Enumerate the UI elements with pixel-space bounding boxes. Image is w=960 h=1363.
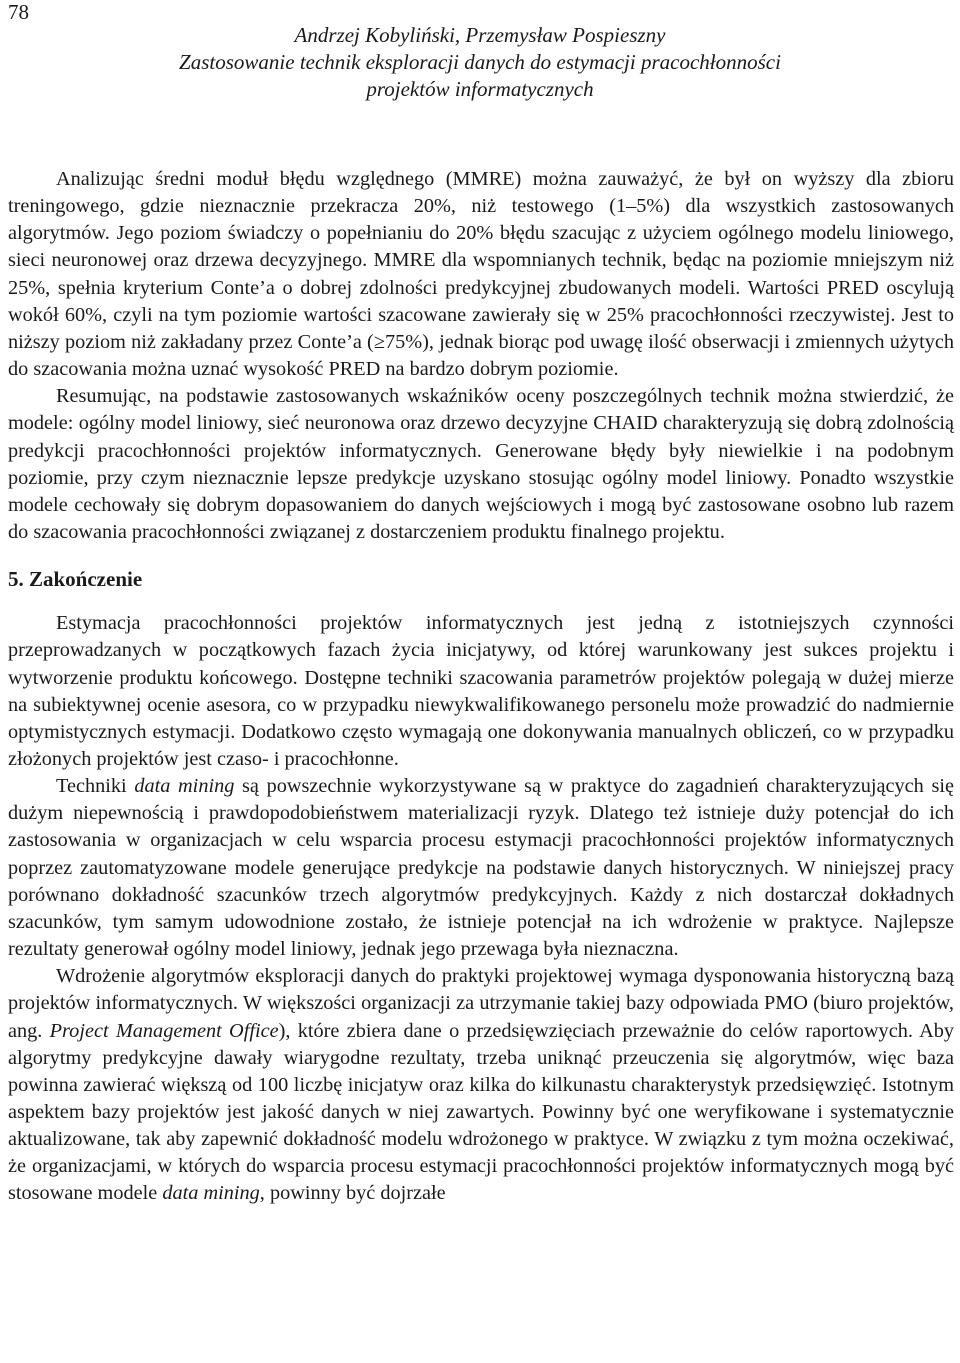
italic-term: data mining <box>162 1182 260 1205</box>
paragraph-summary: Resumując, na podstawie zastosowanych wskaźników oceny poszczególnych technik można stwierdzić, że modele: ogólny model liniowy, sieć neuronowa oraz drzewo decyzyjne CHAID charakteryzują się dobrą zdolnością predykcji pracochłonności projektów informatycznych. Generowane błędy były niewielkie i na podobnym poziomie, przy czym nieznacznie lepsze predykcje uzyskano stosując ogólny model liniowy. Ponadto wszystkie modele cechowały się dobrym dopasowaniem do danych wejściowych i mogą być zastosowane osobno lub razem do szacowania pracochłonności związanej z dostarczeniem produktu finalnego projektu. <box>8 385 954 544</box>
running-header <box>0 22 960 103</box>
section-heading-conclusion <box>8 566 954 593</box>
text-run: ), które zbiera dane o przedsięwzięciach przeważnie do celów raportowych. Aby algorytmy predykcyjne dawały wiarygodne rezultaty, trzeba uniknąć przeuczenia się algorytmów, więc baza powinna zawierać większą od 100 liczbę inicjatyw oraz kilka do kilkunastu charakterystyk przedsięwzięć. Istotnym aspektem bazy projektów jest jakość danych w niej zawartych. Powinny być one weryfikowane i systematycznie aktualizowane, tak aby zapewnić dokładność modelu wdrożonego w praktyce. W związku z tym można oczekiwać, że organizacjami, w których do wsparcia procesu estymacji pracochłonności projektów informatycznych mogą być stosowane modele <box>8 1019 954 1205</box>
paragraph-estimation: Estymacja pracochłonności projektów informatycznych jest jedną z istotniejszych czynności przeprowadzanych w początkowych fazach życia inicjatywy, od której warunkowany jest sukces projektu i wytworzenie produktu końcowego. Dostępne techniki szacowania parametrów projektów polegają w dużej mierze na subiektywnej ocenie asesora, co w przypadku niewykwalifikowanego personelu może prowadzić do nadmiernie optymistycznych estymacji. Dodatkowo często wymagają one dokonywania manualnych obliczeń, co w przypadku złożonych projektów jest czaso- i pracochłonne. <box>8 612 954 770</box>
paragraph-mmre-analysis: Analizując średni moduł błędu względnego (MMRE) można zauważyć, że był on wyższy dla zbioru treningowego, gdzie nieznacznie przekracza 20%, niż testowego (1–5%) dla wszystkich zastosowanych algorytmów. Jego poziom świadczy o popełnianiu do 20% błędu szacując z użyciem ogólnego modelu liniowego, sieci neuronowej oraz drzewa decyzyjnego. MMRE dla wspomnianych technik, będąc na poziomie mniejszym niż 25%, spełnia kryterium Conte’a o dobrej zdolności predykcyjnej zbudowanych modeli. Wartości PRED oscylują wokół 60%, czyli na tym poziomie wartości szacowane zawierały się w 25% pracochłonności rzeczywistej. Jest to niższy poziom niż zakładany przez Conte’a (≥75%), jednak biorąc pod uwagę ilość obserwacji i zmiennych użytych do szacowania można uznać wysokość PRED na bardzo dobrym poziomie. <box>8 168 954 381</box>
paragraph-implementation <box>8 963 954 1207</box>
paragraph-data-mining <box>8 773 954 963</box>
text-run: Techniki <box>56 775 135 798</box>
section-title: Zakończenie <box>29 567 143 592</box>
text-run: Wdrożenie algorytmów eksploracji danych do praktyki projektowej wymaga dysponowania historyczną bazą projektów informatycznych. W większości organizacji za utrzymanie takiej bazy odpowiada PMO (biuro projektów, ang. <box>8 965 954 1042</box>
italic-term: Project Management Office <box>49 1019 279 1042</box>
article-body <box>8 166 954 1208</box>
section-number: 5. <box>8 567 24 592</box>
text-run: są powszechnie wykorzystywane są w praktyce do zagadnień charakteryzujących się dużym niepewnością i prawdopodobieństwem materializacji ryzyk. Dlatego też istnieje duży potencjał do ich zastosowania w organizacjach w celu wsparcia procesu estymacji pracochłonności projektów informatycznych poprzez zautomatyzowane modele generujące predykcje na podstawie danych historycznych. W niniejszej pracy porównano dokładność szacunków trzech algorytmów predykcyjnych. Każdy z nich dostarczał dokładnych szacunków, tym samym udowodnione zostało, że istnieje potencjał na ich wdrożenie w praktyce. Najlepsze rezultaty generował ogólny model liniowy, jednak jego przewaga była nieznaczna. <box>8 775 954 961</box>
page-number: 78 <box>8 0 29 24</box>
italic-term: data mining <box>134 775 235 798</box>
text-run: , powinny być dojrzałe <box>259 1182 446 1205</box>
header-title-line-2: projektów informatycznych <box>366 77 594 101</box>
header-authors: Andrzej Kobyliński, Przemysław Pospieszny <box>294 23 666 47</box>
header-title-line-1: Zastosowanie technik eksploracji danych do estymacji pracochłonności <box>179 50 781 74</box>
